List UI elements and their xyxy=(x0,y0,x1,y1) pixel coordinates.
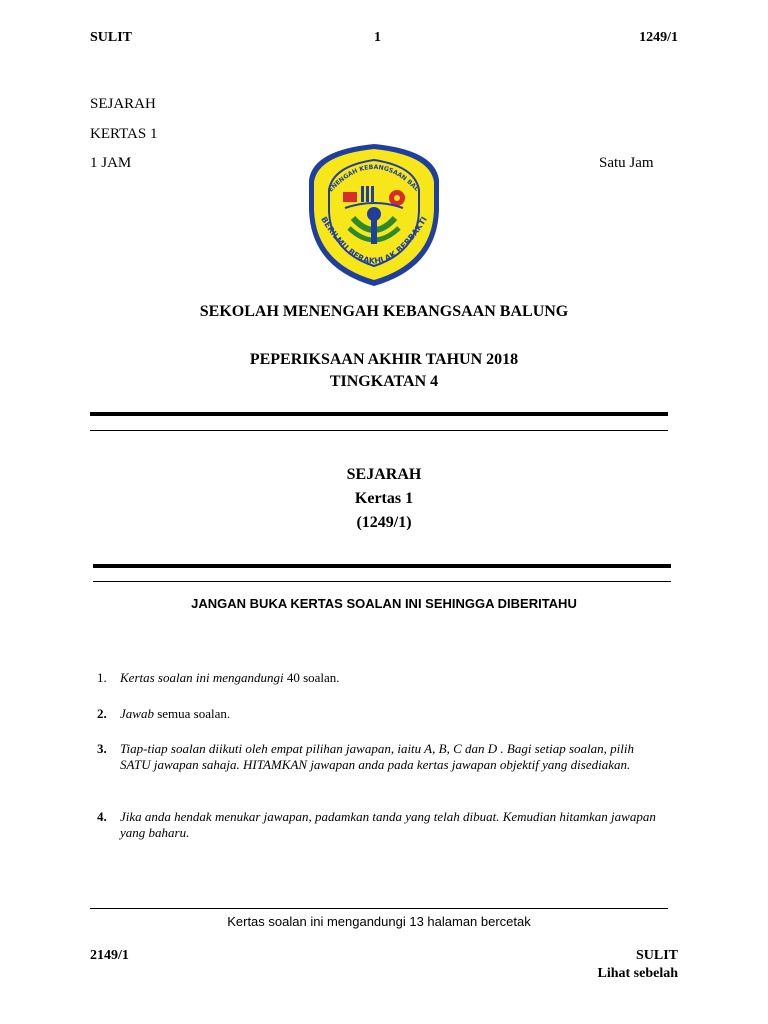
footer-right-label: SULIT xyxy=(635,948,678,963)
divider-thick-bottom xyxy=(93,564,671,568)
instruction-number: 1. xyxy=(97,670,107,685)
header-right-code: 1249/1 xyxy=(639,30,678,45)
instruction-number: 2. xyxy=(97,706,107,721)
footer-left-code: 2149/1 xyxy=(90,948,129,963)
exam-title: PEPERIKSAAN AKHIR TAHUN 2018 xyxy=(249,351,519,368)
school-crest-icon xyxy=(303,140,445,290)
divider-thick-top xyxy=(90,412,668,416)
instruction-item: Kertas soalan ini mengandungi 40 soalan. xyxy=(120,670,340,685)
paper-label: KERTAS 1 xyxy=(90,126,158,142)
subject-label: SEJARAH xyxy=(90,96,156,112)
page-count-note: Kertas soalan ini mengandungi 13 halaman bercetak xyxy=(227,914,531,929)
school-logo xyxy=(303,140,445,290)
paper-subject: SEJARAH xyxy=(346,466,422,483)
instruction-item: Jika anda hendak menukar jawapan, padamkan tanda yang telah dibuat. Kemudian hitamkan jawapan yang baharu. xyxy=(120,809,656,840)
footer-divider xyxy=(90,908,668,909)
footer-next-page: Lihat sebelah xyxy=(597,966,678,981)
instruction-number: 4. xyxy=(97,809,107,824)
duration-words: Satu Jam xyxy=(599,155,654,171)
warning-text: JANGAN BUKA KERTAS SOALAN INI SEHINGGA DIBERITAHU xyxy=(191,596,577,611)
divider-thin-bottom xyxy=(93,581,671,582)
instruction-item: Tiap-tiap soalan diikuti oleh empat pilihan jawapan, iaitu A, B, C dan D . Bagi setiap soalan, pilih SATU jawapan sahaja. HITAMKAN jawapan anda pada kertas jawapan objektif yang disediakan. xyxy=(120,741,634,772)
divider-thin-top xyxy=(90,430,668,431)
duration-label: 1 JAM xyxy=(90,155,132,171)
page-number: 1 xyxy=(374,30,381,45)
instruction-number: 3. xyxy=(97,741,107,756)
svg-text:SEKOLAH MENENGAH KEBANGSAAN BA: ENENGAH KEBANGSAAN BAL xyxy=(327,163,420,194)
exam-form: TINGKATAN 4 xyxy=(329,373,439,390)
paper-code: (1249/1) xyxy=(356,514,412,531)
header-left: SULIT xyxy=(90,30,133,45)
school-name: SEKOLAH MENENGAH KEBANGSAAN BALUNG xyxy=(199,303,569,320)
svg-text:BERILMU BERAKHLAK BERBAKTI: BERILMU BERAKHLAK BERBAKTI xyxy=(319,215,429,266)
instruction-item: Jawab semua soalan. xyxy=(120,706,231,721)
paper-number: Kertas 1 xyxy=(354,490,414,507)
